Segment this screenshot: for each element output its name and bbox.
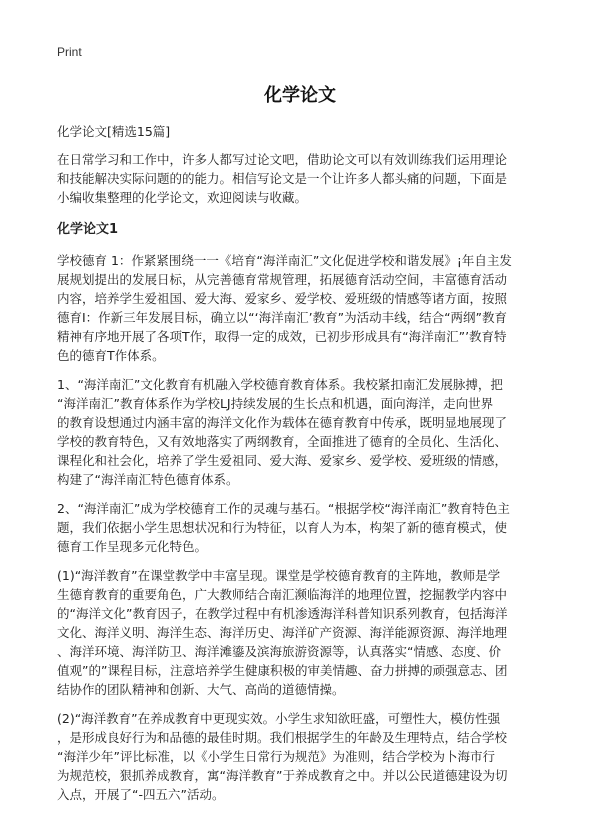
text-line: 德育工作呈现多元化特色。 [57,539,208,554]
section-title: 化学论文1 [57,222,119,237]
text-line: 学校德育 1：作紧紧围绕一一《培育“海洋南汇”文化促进学校和谐发展》¡年自主发 [57,253,512,268]
text-line: (2)“海洋教育”在养成教育中更现实效。小学生求知欲旺盛，可塑性大，模仿性强 [57,711,501,726]
text-line: 学校的教育特色，又有效地落实了两纲教育，全面推进了德育的全员化、生活化、 [57,434,508,449]
text-line: 小编收集整理的化学论文，欢迎阅读与收藏。 [57,190,308,205]
text-line: (1)“海洋教育”在课堂教学中丰富呈现。课堂是学校德育教育的主阵地，教师是学 [57,568,501,583]
print-link[interactable]: Print [57,45,82,59]
text-line: 为规范校，狠抓养成教育，寓“海洋教育”于养成教育之中。并以公民道德建设为切 [57,768,508,783]
intro-line: 化学论文[精选15篇] [57,124,171,139]
text-line: 展规划提出的发展日标，从完善德育常规管理，拓展德育活动空间，丰富德育活动 [57,272,508,287]
text-line: 和技能解决实际问题的的能力。相信写论文是一个让许多人都头痛的问题，下面是 [57,171,508,186]
text-line: 文化、海洋义明、海洋生态、海洋历史、海洋矿产资源、海洋能源资源、海洋地理 [57,625,508,640]
text-line: ，是形成良好行为和品德的最佳时期。我们根据学生的年龄及生理特点，结合学校 [57,730,508,745]
article-body [57,122,547,814]
text-line: 入点，开展了“-四五六”活动。 [57,787,225,802]
text-line: 1、“海洋南汇”文化教育有机融入学校德育教育体系。我校紧扣南汇发展脉搏，把 [57,377,503,392]
text-line: 的“海洋文化”教育因子，在教学过程中有机渗透海洋科普知识系列教育，包括海洋 [57,606,508,621]
text-line: 德育I：作新三年发展目标，确立以“‘海洋南汇’教育”为活动丰线，结合“两纲”教育 [57,310,508,325]
text-line: 色的德育T作体系。 [57,348,165,363]
paragraph-3 [57,499,547,556]
text-line: 精神有序地开展了各项T作，取得一定的成效，已初步形成具有“海洋南汇”’教育特 [57,329,507,344]
text-line: 生德育教育的重要角色，广大教师结合南汇濒临海洋的地理位置，挖掘教学内容中 [57,587,508,602]
text-line: 构建了“海洋南汇特色德育体系。 [57,472,239,487]
paragraph-5 [57,709,547,804]
text-line: 内容，培养学生爱祖国、爱大海、爱家乡、爱学校、爱班级的情感等诸方面，按照 [57,291,508,306]
text-line: 课程化和社会化，培养了学生爱祖同、爱大海、爱家乡、爱学校、爱班级的情感， [57,453,508,468]
paragraph-intro [57,150,547,207]
text-line: 结协作的团队精神和创新、大气、高尚的道德情操。 [57,682,345,697]
page-title: 化学论文 [264,85,336,106]
text-line: 题，我们依据小学生思想状况和行为特征，以育人为本，构架了新的德育模式，使 [57,520,508,535]
text-line: 的教育设想通过内涵丰富的海洋文化作为载体在德育教育中传承，既明显地展现了 [57,415,508,430]
paragraph-2 [57,375,547,489]
text-line: 在日常学习和工作中，许多人都写过论文吧，借助论文可以有效训练我们运用理论 [57,152,508,167]
text-line: 值观”的”课程目标，注意培养学生健康积极的审美情趣、奋力拼搏的顽强意志、团 [57,663,508,678]
text-line: “海洋少年”评比标准，以《小学生日常行为规范》为准则，结合学校为卜海市行 [57,749,495,764]
paragraph-1 [57,251,547,365]
text-line: 、海洋环境、海洋防卫、海洋滩鎏及滨海旅游资源等，认真落实“情感、态度、价 [57,644,501,659]
text-line: 2、“海洋南汇”成为学校德育工作的灵魂与基石。“根据学校“海洋南汇”教育特色主 [57,501,510,516]
paragraph-4 [57,566,547,699]
text-line: “海洋南汇”教育体系作为学校LJ持续发展的生长点和机遇，面向海洋，走向世界 [57,396,494,411]
